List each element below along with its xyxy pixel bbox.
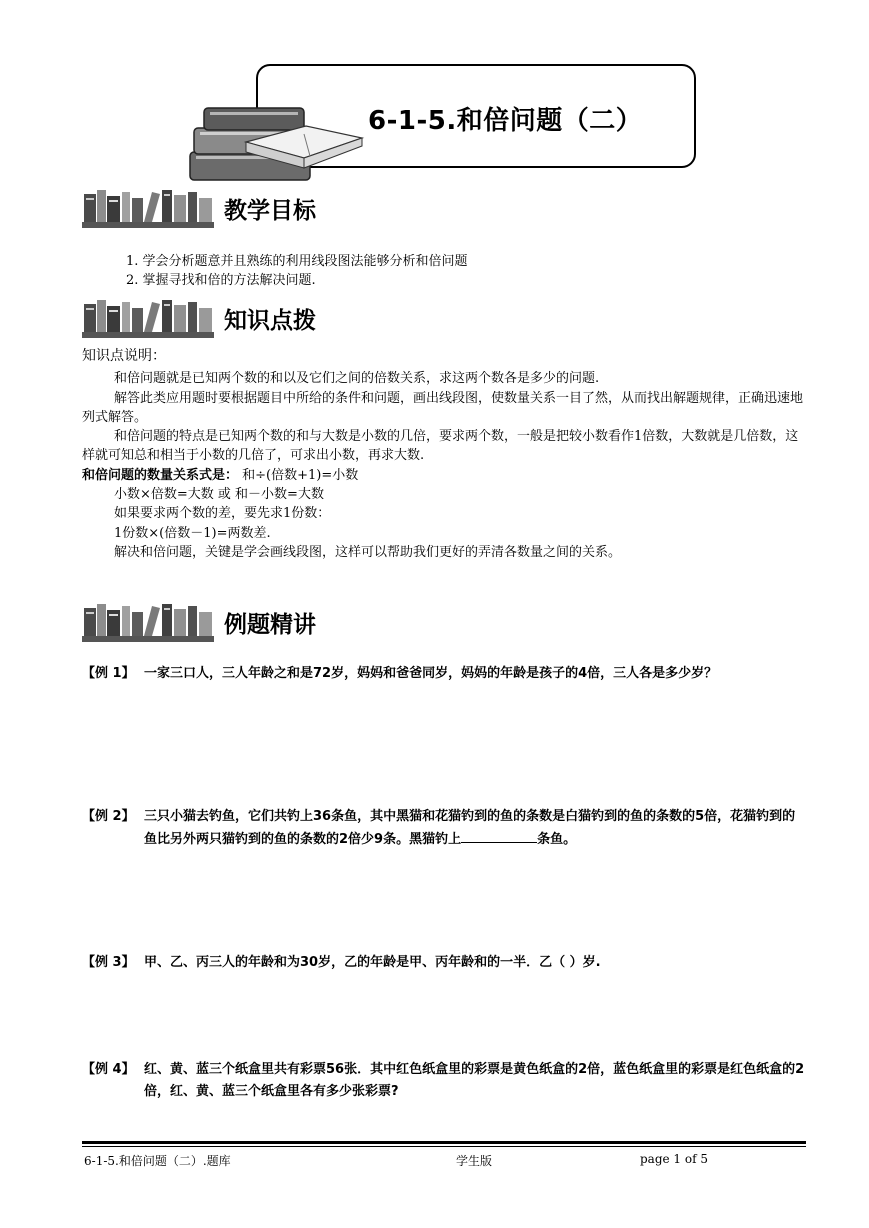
paragraph: 解答此类应用题时要根据题目中所给的条件和问题，画出线段图，使数量关系一目了然，从而找出解题规律，正确迅速地列式解答。 xyxy=(82,390,804,425)
footer-page-number: page 1 of 5 xyxy=(640,1152,708,1166)
example-text: 红、黄、蓝三个纸盒里共有彩票56张．其中红色纸盒里的彩票是黄色纸盒的2倍，蓝色纸盒里的彩票是红色纸盒的2倍，红、黄、蓝三个纸盒里各有多少张彩票? xyxy=(144,1062,805,1099)
formula: 和÷(倍数+1)=小数 xyxy=(242,467,359,483)
paragraph: 解决和倍问题，关键是学会画线段图，这样可以帮助我们更好的弄清各数量之间的关系。 xyxy=(114,544,622,560)
bookshelf-icon xyxy=(82,186,214,230)
knowledge-heading: 知识点说明： xyxy=(82,348,166,364)
section-title: 教学目标 xyxy=(224,198,316,224)
example-1 xyxy=(82,663,808,685)
section-examples xyxy=(82,600,502,646)
section-title: 知识点拨 xyxy=(224,308,316,334)
books-icon xyxy=(186,98,376,186)
formula-label: 和倍问题的数量关系式是： xyxy=(82,467,239,483)
bookshelf-icon xyxy=(82,296,214,340)
formula: 如果要求两个数的差，要先求1份数： xyxy=(114,506,331,522)
paragraph: 和倍问题的特点是已知两个数的和与大数是小数的几倍，要求两个数，一般是把较小数看作1倍数，大数就是几倍数，这样就可知总和相当于小数的几倍了，可求出小数，再求大数. xyxy=(82,429,799,464)
footer-left: 6-1-5.和倍问题（二）.题库 xyxy=(84,1154,231,1168)
example-text: 甲、乙、丙三人的年龄和为30岁，乙的年龄是甲、丙年龄和的一半．乙（ ）岁. xyxy=(144,955,601,970)
section-teaching-goals xyxy=(82,186,502,232)
example-2 xyxy=(82,806,808,851)
example-3 xyxy=(82,952,808,974)
list-item: 2. 掌握寻找和倍的方法解决问题. xyxy=(126,273,316,288)
footer-center: 学生版 xyxy=(456,1154,493,1168)
footer-divider xyxy=(82,1141,806,1144)
footer-divider xyxy=(82,1146,806,1147)
paragraph: 和倍问题就是已知两个数的和以及它们之间的倍数关系，求这两个数各是多少的问题. xyxy=(114,371,600,387)
example-label: 【例 4】 xyxy=(82,1062,135,1077)
formula: 1份数×(倍数－1)=两数差. xyxy=(114,525,271,541)
example-text-part: 三只小猫去钓鱼，它们共钓上36条鱼，其中黑猫和花猫钓到的鱼的条数是白猫钓到的鱼的条数的5倍，花猫钓到的鱼比另外两只猫钓到的鱼的条数的2倍少9条。黑猫钓上 xyxy=(144,809,796,847)
example-label: 【例 3】 xyxy=(82,955,135,970)
knowledge-content xyxy=(82,347,806,562)
list-item: 1. 学会分析题意并且熟练的利用线段图法能够分析和倍问题 xyxy=(126,254,468,269)
section-knowledge xyxy=(82,296,502,342)
goals-list xyxy=(126,252,468,290)
answer-blank[interactable] xyxy=(461,828,537,843)
formula: 小数×倍数=大数 或 和－小数=大数 xyxy=(114,487,324,503)
page-title: 6-1-5.和倍问题（二） xyxy=(368,106,643,136)
example-label: 【例 1】 xyxy=(82,666,135,681)
example-label: 【例 2】 xyxy=(82,809,135,824)
example-text xyxy=(144,806,808,851)
example-text-part: 条鱼。 xyxy=(537,832,577,847)
section-title: 例题精讲 xyxy=(224,612,316,638)
example-4 xyxy=(82,1059,808,1103)
example-text: 一家三口人，三人年龄之和是72岁，妈妈和爸爸同岁，妈妈的年龄是孩子的4倍，三人各是多少岁？ xyxy=(144,666,718,681)
bookshelf-icon xyxy=(82,600,214,644)
formula-line xyxy=(82,466,806,485)
